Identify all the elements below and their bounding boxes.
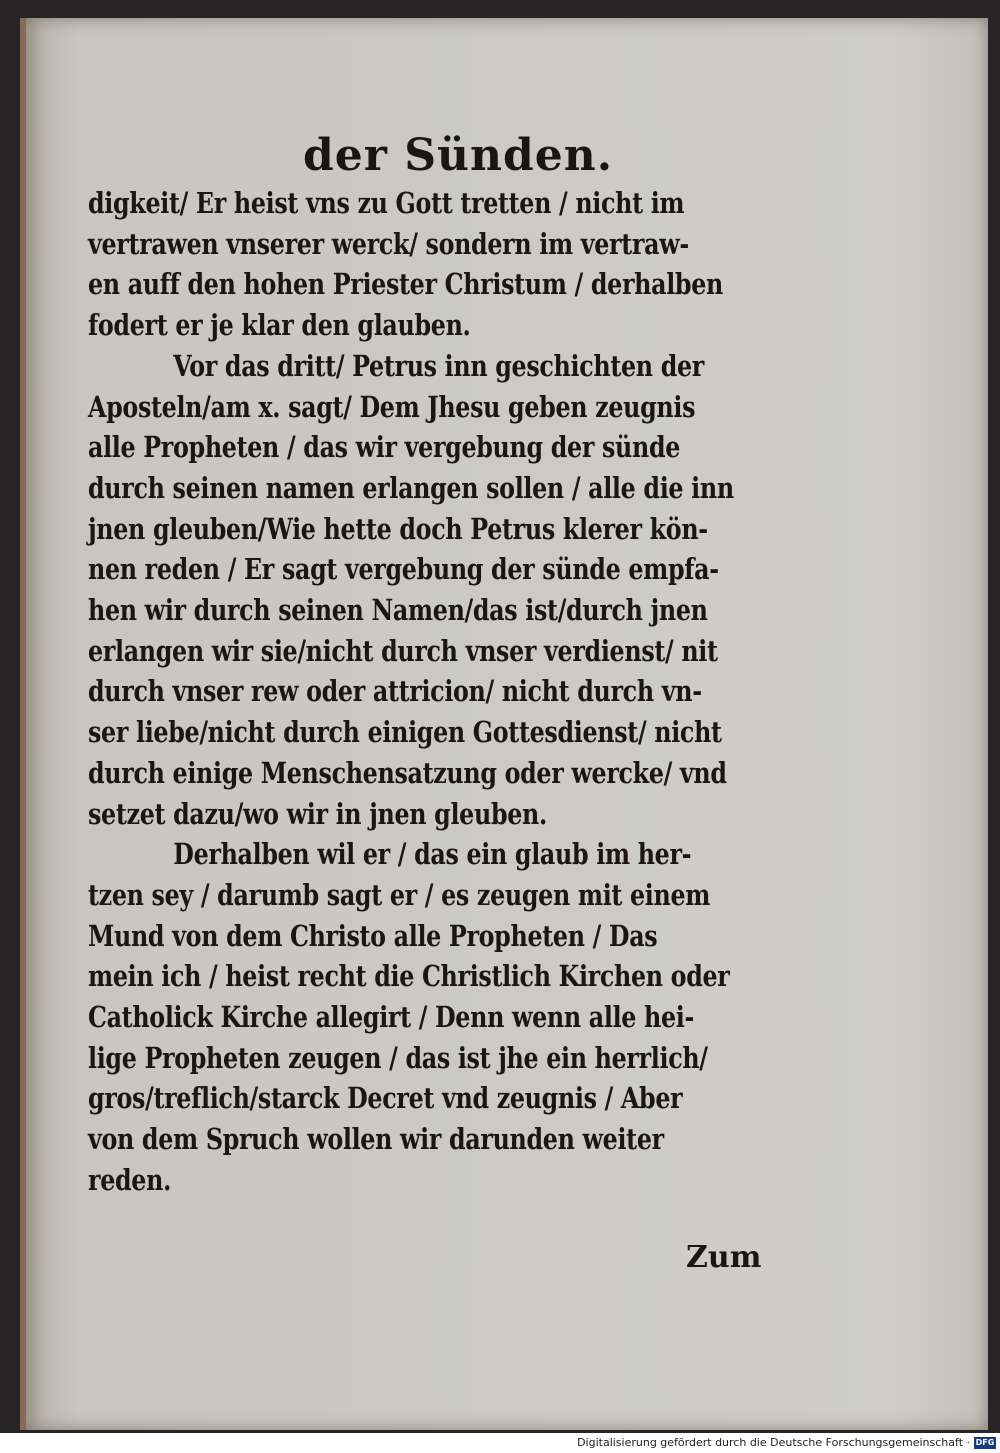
text-line: mein ich / heist recht die Christlich Kirchen oder	[88, 959, 730, 994]
text-block	[88, 130, 788, 1201]
text-line: Vor das dritt/ Petrus inn geschichten der	[173, 348, 705, 383]
text-line: erlangen wir sie/nicht durch vnser verdienst/ nit	[88, 633, 718, 668]
page-edge	[20, 18, 26, 1430]
text-line: setzet dazu/wo wir in jnen gleuben.	[88, 796, 547, 831]
footer-credit: Digitalisierung gefördert durch die Deutsche Forschungsgemeinschaft ·	[577, 1436, 970, 1449]
text-line: Mund von dem Christo alle Propheten / Das	[88, 918, 658, 953]
catchword: Zum	[686, 1240, 762, 1275]
text-line: durch seinen namen erlangen sollen / alle die inn	[88, 470, 734, 505]
text-line: digkeit/ Er heist vns zu Gott tretten / nicht im	[88, 186, 685, 220]
text-line: Derhalben wil er / das ein glaub im her-	[173, 837, 692, 872]
text-line: en auff den hohen Priester Christum / derhalben	[88, 267, 723, 302]
text-line: hen wir durch seinen Namen/das ist/durch jnen	[88, 593, 708, 628]
text-line: nen reden / Er sagt vergebung der sünde empfa-	[88, 552, 719, 587]
text-line: tzen sey / darumb sagt er / es zeugen mit einem	[88, 877, 711, 912]
text-line: lige Propheten zeugen / das ist jhe ein herrlich/	[88, 1040, 708, 1075]
text-line: Catholick Kirche allegirt / Denn wenn alle hei-	[88, 1000, 695, 1035]
dfg-logo: DFG	[975, 1438, 995, 1447]
text-line: von dem Spruch wollen wir darunden weiter	[88, 1122, 664, 1157]
text-line: vertrawen vnserer werck/ sondern im vertraw-	[88, 226, 689, 261]
text-line: durch vnser rew oder attricion/ nicht durch vn-	[88, 674, 702, 709]
text-line: gros/treflich/starck Decret vnd zeugnis / Aber	[88, 1081, 683, 1116]
text-line: ser liebe/nicht durch einigen Gottesdienst/ nicht	[88, 715, 722, 750]
running-head: der Sünden.	[302, 130, 614, 181]
text-line: durch einige Menschensatzung oder wercke/ vnd	[88, 755, 727, 790]
text-line: Aposteln/am x. sagt/ Dem Jhesu geben zeugnis	[88, 389, 696, 424]
text-lines	[88, 183, 788, 1201]
text-line: reden.	[88, 1162, 172, 1197]
text-line: alle Propheten / das wir vergebung der sünde	[88, 430, 681, 465]
text-line: jnen gleuben/Wie hette doch Petrus klerer kön-	[88, 511, 708, 546]
text-line: fodert er je klar den glauben.	[88, 308, 471, 343]
